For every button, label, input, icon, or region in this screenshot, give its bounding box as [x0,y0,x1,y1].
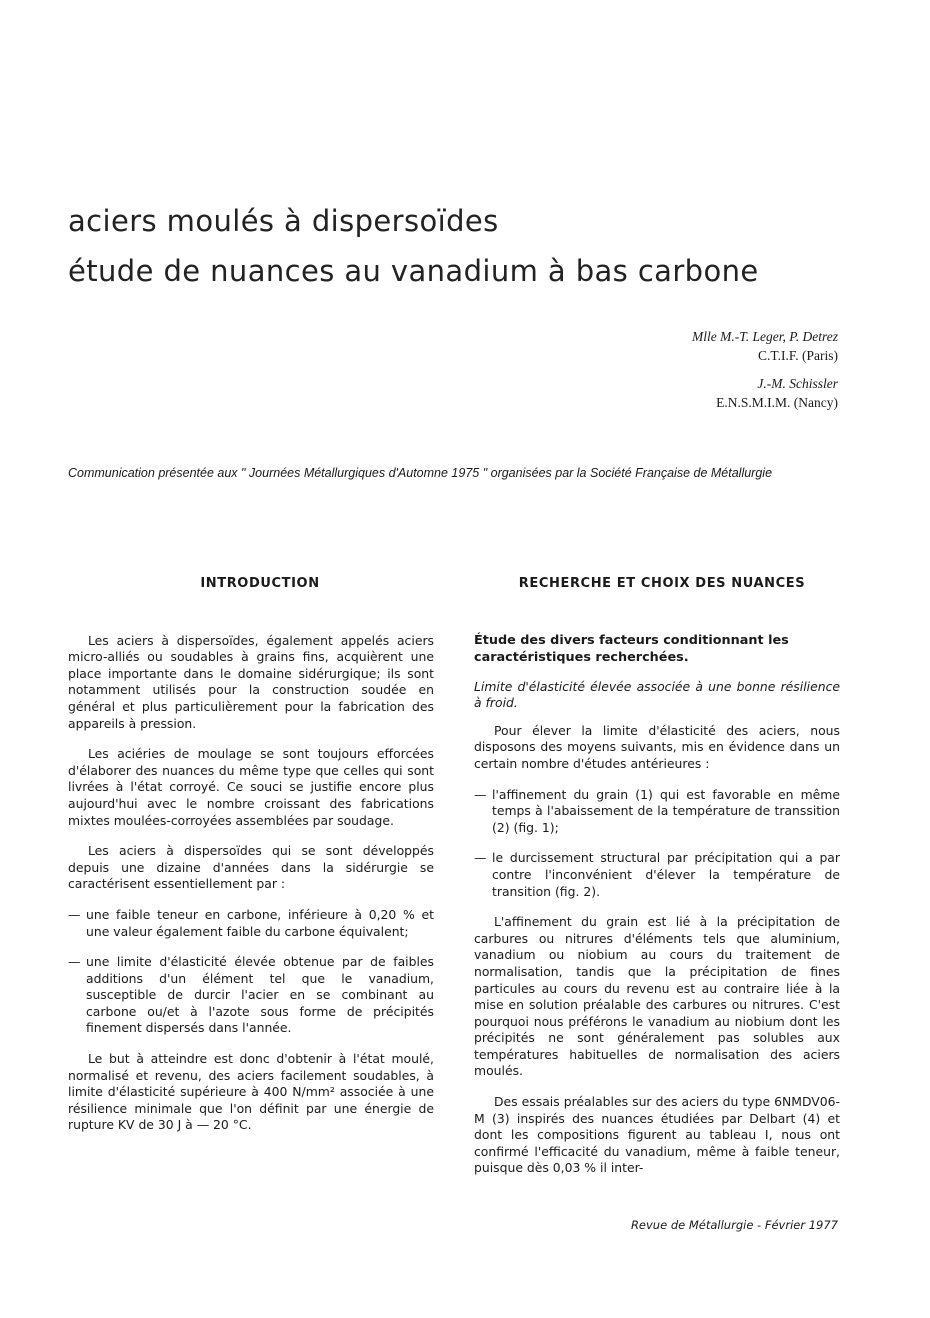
intro-paragraph-4: Le but à atteindre est donc d'obtenir à l'état moulé, normalisé et revenu, des aciers facilement soudables, à limite d'élasticité supérieure à 400 N/mm² associée à une résilience minimale que l'on définit par une énergie de rupture KV de 30 J à — 20 °C. [68,1051,434,1133]
dash-marker: — [474,850,487,866]
intro-list-text-1: une faible teneur en carbone, inférieure à 0,20 % et une valeur également faible du carbone équivalent; [86,906,434,939]
title-line-2: étude de nuances au vanadium à bas carbone [68,254,759,288]
author-block [692,327,838,412]
author-affiliation-1: C.T.I.F. (Paris) [757,348,838,363]
dash-marker: — [68,906,81,922]
recherche-paragraph-3: Des essais préalables sur des aciers du type 6NMDV06-M (3) inspirés des nuances étudiées par Delbart (4) et dont les compositions figurent au tableau I, nous ont confirmé l'efficacité du vanadium, même à faible teneur, puisque dès 0,03 % il inter- [474,1094,840,1176]
intro-paragraph-3: Les aciers à dispersoïdes qui se sont développés depuis une dizaine d'années dans la sidérurgie se caractérisent essentiellement par : [68,843,434,892]
article-title [68,196,759,296]
intro-paragraph-1: Les aciers à dispersoïdes, également appelés aciers micro-alliés ou soudables à grains fins, acquièrent une place importante dans le domaine sidérurgique; ils sont notamment utilisés pour la construction soudée en général et plus particulièrement pour la fabrication des appareils à pression. [68,632,434,731]
recherche-paragraph-2: L'affinement du grain est lié à la précipitation de carbures ou nitrures d'éléments tels que aluminium, vanadium ou niobium au cours du traitement de normalisation, tandis que la précipitation de fines particules au cours du revenu est au contraire liée à la mise en solution préalable des carbures ou nitrures. C'est pourquoi nous préférons le vanadium au niobium dont les précipités ne sont généralement pas solubles aux températures habituelles de normalisation des aciers moulés. [474,914,840,1079]
intro-list-item-2 [68,954,434,1037]
dash-marker: — [474,786,487,802]
intro-paragraph-2: Les aciéries de moulage se sont toujours efforcées d'élaborer des nuances du même type que celles qui sont livrées à l'état corroyé. Ce souci se justifie encore plus aujourd'hui avec le nombre croissant des fabrications mixtes moulées-corroyées assemblées par soudage. [68,746,434,828]
recherche-heading: RECHERCHE ET CHOIX DES NUANCES [518,576,806,591]
intro-list-item-1 [68,907,434,940]
communication-note: Communication présentée aux " Journées Métallurgiques d'Automne 1975 " organisées par la Société Française de Métallurgie [68,466,773,480]
author-names-1: Mlle M.-T. Leger, P. Detrez [692,329,838,344]
introduction-column [68,576,434,1148]
recherche-list-item-2 [474,850,840,900]
recherche-subheading: Étude des divers facteurs conditionnant les caractéristiques recherchées. [474,632,789,665]
dash-marker: — [68,954,81,970]
intro-list-text-2: une limite d'élasticité élevée obtenue par de faibles additions d'un élément tel que le vanadium, susceptible de durcir l'acier en se combinant au carbone ou/et à l'azote sous forme de précipités finement dispersés dans l'année. [86,954,434,1036]
journal-footer: Revue de Métallurgie - Février 1977 [630,1218,838,1232]
author-names-2: J.-M. Schissler [757,376,838,391]
recherche-list-item-1 [474,787,840,837]
recherche-list-text-1: l'affinement du grain (1) qui est favorable en même temps à l'abaissement de la température de transsition (2) (fig. 1); [492,786,840,835]
introduction-heading: INTRODUCTION [200,576,320,591]
recherche-column [474,576,840,1191]
recherche-italic-subheading: Limite d'élasticité élevée associée à une bonne résilience à froid. [474,678,840,711]
recherche-paragraph-1: Pour élever la limite d'élasticité des aciers, nous disposons des moyens suivants, mis en évidence dans un certain nombre d'études antérieures : [474,722,840,771]
recherche-list-text-2: le durcissement structural par précipitation qui a par contre l'inconvénient d'élever la température de transition (fig. 2). [492,850,840,899]
author-affiliation-2: E.N.S.M.I.M. (Nancy) [716,395,838,410]
title-line-1: aciers moulés à dispersoïdes [68,204,499,238]
